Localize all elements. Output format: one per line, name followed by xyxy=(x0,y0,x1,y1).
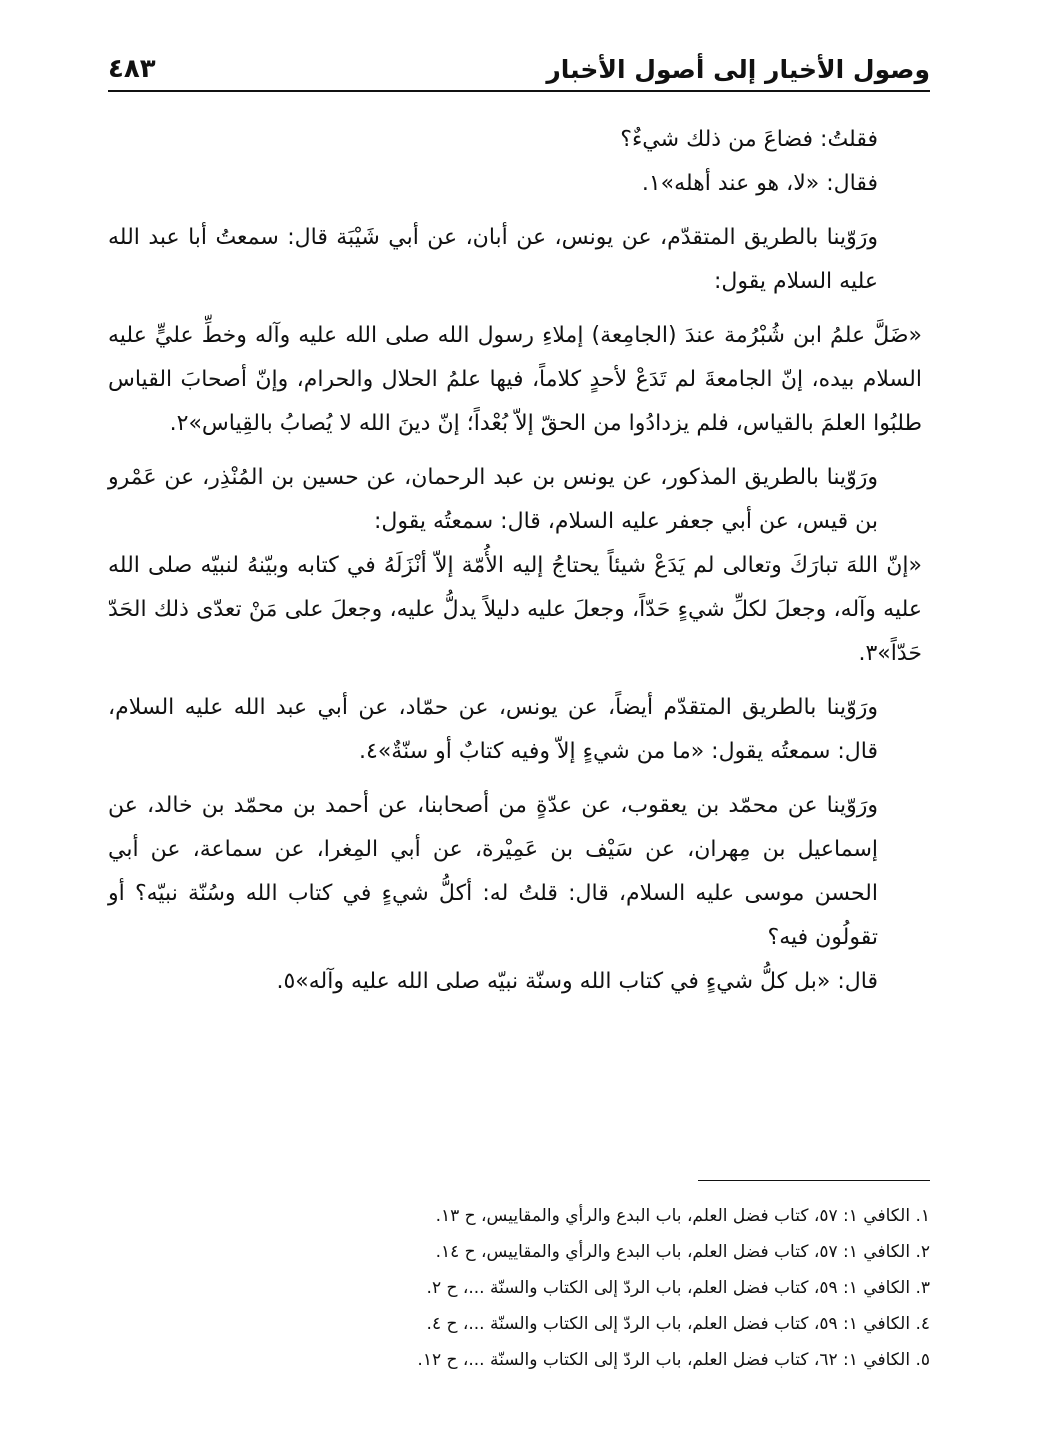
footnote: ٣. الكافي ١: ٥٩، كتاب فضل العلم، باب الردّ إلى الكتاب والسنّة ...، ح ٢. xyxy=(426,1278,930,1298)
paragraph: فقال: «لا، هو عند أهله»١. xyxy=(641,171,878,196)
quoted-hadith: «ضَلَّ علمُ ابن شُبْرُمة عندَ (الجامِعة) إملاءِ رسول الله صلى الله عليه وآله وخطِّ عليٍّ عليه السلام بيده، إنّ الجامعةَ لم تَدَعْ لأحدٍ كلاماً، فيها علمُ الحلال والحرام، وإنّ أصحابَ القياس طلبُوا العلمَ بالقياس، فلم يزدادُوا من الحقّ إلاّ بُعْداً؛ إنّ دينَ الله لا يُصابُ بالقِياس»٢. xyxy=(108,323,922,436)
paragraph: فقلتُ: فضاعَ من ذلك شيءٌ؟ xyxy=(620,127,878,152)
paragraph: ورَوّينا عن محمّد بن يعقوب، عن عدّةٍ من أصحابنا، عن أحمد بن محمّد بن خالد، عن إسماعيل بن مِهران، عن سَيْف بن عَمِيْرة، عن أبي المِغرا، عن سماعة، عن أبي الحسن موسى عليه السلام، قال: قلتُ له: أكلُّ شيءٍ في كتاب الله وسُنّة نبيّه؟ أو تقولُون فيه؟ xyxy=(108,793,878,950)
page-number: ٤٨٣ xyxy=(108,54,156,84)
page-header xyxy=(108,40,930,92)
footnote-divider xyxy=(698,1180,930,1181)
paragraph: قال: «بل كلُّ شيءٍ في كتاب الله وسنّة نبيّه صلى الله عليه وآله»٥. xyxy=(276,969,878,994)
running-title: وصول الأخيار إلى أصول الأخبار xyxy=(546,55,930,84)
footnote: ٤. الكافي ١: ٥٩، كتاب فضل العلم، باب الردّ إلى الكتاب والسنّة ...، ح ٤. xyxy=(426,1314,930,1334)
paragraph: ورَوّينا بالطريق المتقدّم، عن يونس، عن أبان، عن أبي شَيْبَة قال: سمعتُ أبا عبد الله عليه السلام يقول: xyxy=(108,225,878,294)
footnote: ١. الكافي ١: ٥٧، كتاب فضل العلم، باب البدع والرأي والمقاييس، ح ١٣. xyxy=(435,1206,930,1226)
quoted-hadith: «إنّ اللهَ تبارَكَ وتعالى لم يَدَعْ شيئاً يحتاجُ إليه الأُمّة إلاّ أنْزَلَهُ في كتابه وبيّنهُ لنبيّه صلى الله عليه وآله، وجعلَ لكلِّ شيءٍ حَدّاً، وجعلَ عليه دليلاً يدلُّ عليه، وجعلَ على مَنْ تعدّى ذلك الحَدّ حَدّاً»٣. xyxy=(108,553,922,666)
paragraph: ورَوّينا بالطريق المذكور، عن يونس بن عبد الرحمان، عن حسين بن المُنْذِر، عن عَمْرو بن قيس، عن أبي جعفر عليه السلام، قال: سمعتُه يقول: xyxy=(108,465,878,534)
footnotes xyxy=(108,1198,930,1378)
paragraph: ورَوّينا بالطريق المتقدّم أيضاً، عن يونس، عن حمّاد، عن أبي عبد الله عليه السلام، قال: سمعتُه يقول: «ما من شيءٍ إلاّ وفيه كتابٌ أو سنّةٌ»٤. xyxy=(108,695,878,764)
footnote: ٢. الكافي ١: ٥٧، كتاب فضل العلم، باب البدع والرأي والمقاييس، ح ١٤. xyxy=(435,1242,930,1262)
footnote: ٥. الكافي ١: ٦٢، كتاب فضل العلم، باب الردّ إلى الكتاب والسنّة ...، ح ١٢. xyxy=(417,1350,930,1370)
main-text xyxy=(108,118,930,1004)
